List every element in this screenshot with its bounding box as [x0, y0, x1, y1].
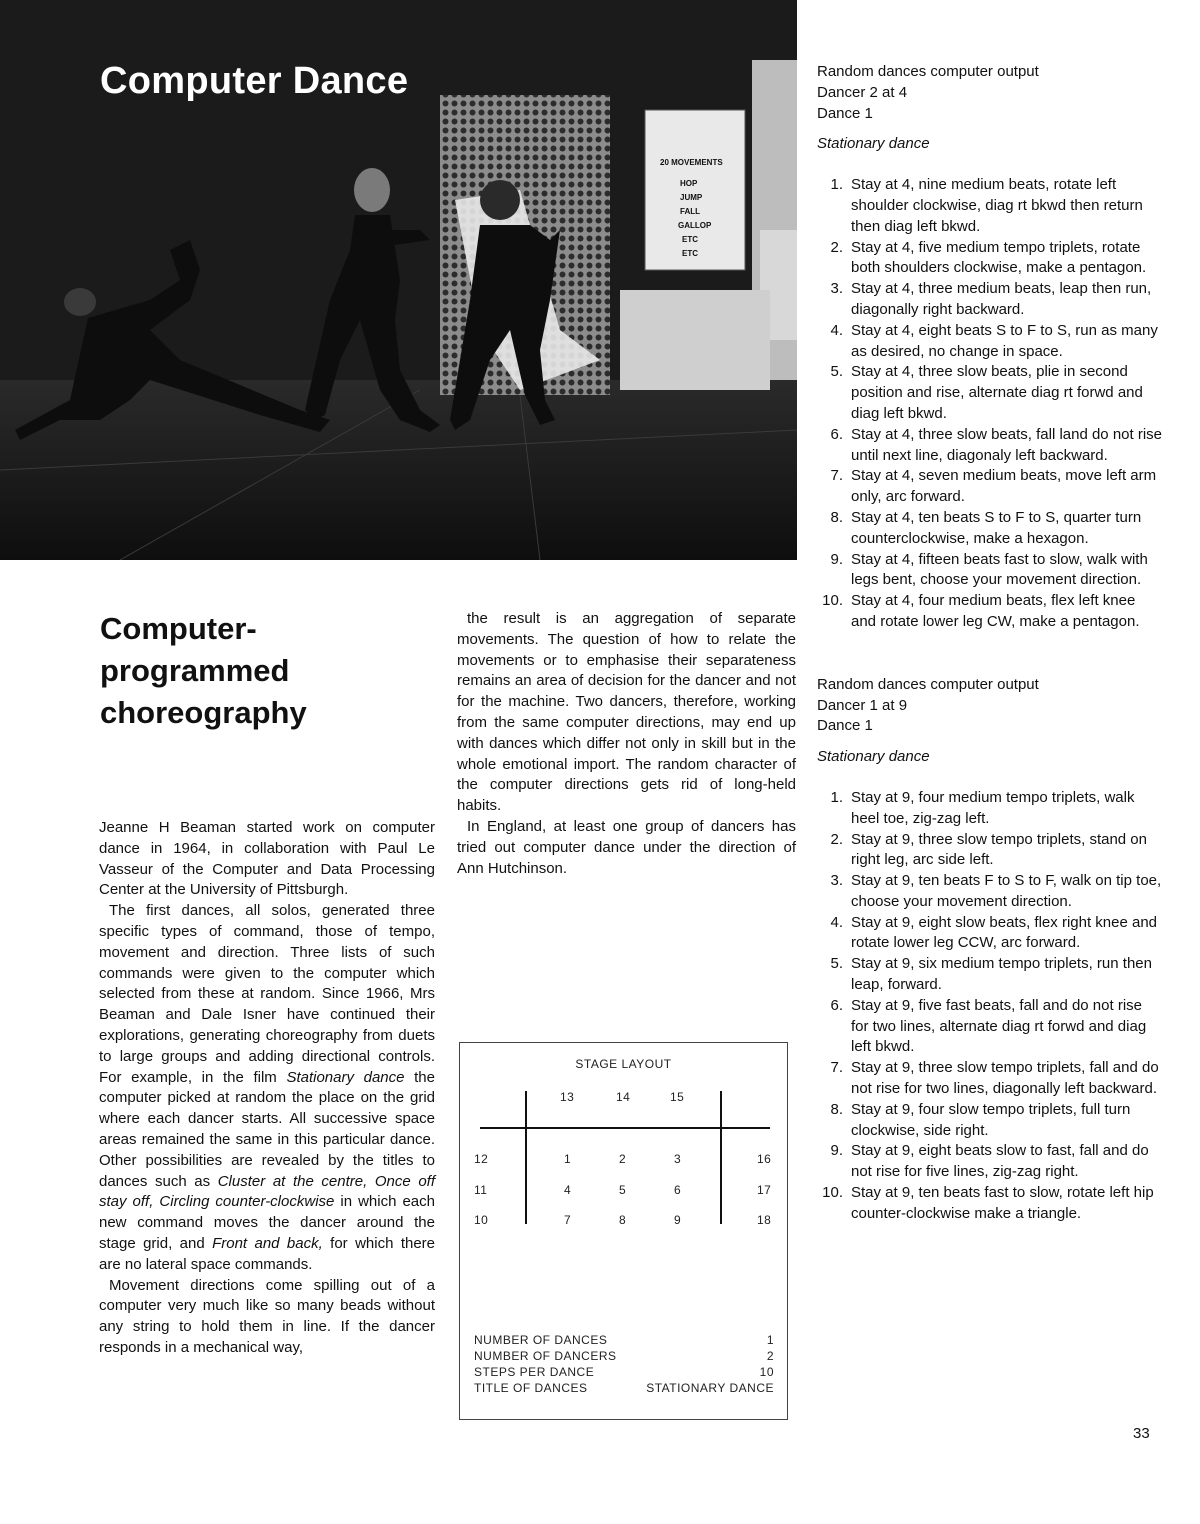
sign-item: ETC — [682, 235, 698, 244]
stage-grid-line — [720, 1091, 722, 1224]
stage-cell: 5 — [619, 1183, 627, 1197]
output-step — [817, 830, 1162, 872]
step-text: Stay at 4, three slow beats, fall land do not rise until next line, diagonaly left backward. — [851, 425, 1163, 464]
sign-item: HOP — [680, 179, 698, 188]
stage-cell: 2 — [619, 1152, 627, 1166]
output-step — [817, 1183, 1162, 1225]
text-run: Movement directions come spilling out of a computer very much like so many beads without any string to hold them in line. If the dancer responds in a mechanical way, — [99, 1276, 435, 1356]
output-subtitle: Stationary dance — [817, 748, 930, 766]
output-step — [817, 321, 1162, 363]
step-number: 10. — [822, 1184, 843, 1202]
step-number: 9. — [830, 550, 843, 568]
summary-label: NUMBER OF DANCES — [474, 1333, 608, 1347]
computer-output-column — [817, 62, 1162, 1225]
stage-cell: 3 — [674, 1152, 682, 1166]
step-text: Stay at 9, eight slow beats, flex right knee and rotate lower leg CCW, arc forward. — [851, 913, 1158, 952]
output-step — [817, 996, 1162, 1058]
output-step — [817, 466, 1162, 508]
step-text: Stay at 9, three slow tempo triplets, fall and do not rise for two lines, diagonally left backward. — [851, 1059, 1159, 1098]
output-dancer: Dancer 1 at 9 — [817, 696, 908, 714]
output-dancer: Dancer 2 at 4 — [817, 83, 908, 101]
text-run: The first dances, all solos, generated three specific types of command, those of tempo, movement and direction. Three lists of such commands were given to the computer which selected from these at random. Since 1966, Mrs Beaman and Dale Isner have continued their explorations, generating choreography from duets to large groups and adding directional controls. For example, in the film — [99, 902, 435, 1086]
stage-summary-row — [474, 1365, 774, 1379]
step-text: Stay at 4, fifteen beats fast to slow, walk with legs bent, choose your movement direction. — [851, 550, 1148, 589]
text-run: Jeanne H Beaman started work on computer dance in 1964, in collaboration with Paul Le Vasseur of the Computer and Data Processing Center at the University of Pittsburgh. — [99, 819, 435, 899]
output-step — [817, 591, 1162, 633]
step-number: 1. — [830, 176, 843, 194]
step-text: Stay at 9, five fast beats, fall and do not rise for two lines, alternate diag rt forwd and diag left bkwd. — [851, 996, 1147, 1056]
text-run: the result is an aggregation of separate movements. The question of how to relate the movements or to emphasise their separateness remains an area of decision for the dancer and not for the machine. Two dancers, therefore, working from the same computer directions, may end up with dances which differ not only in skill but in the whole emotional import. The random character of the computer directions gets rid of long-held habits. — [457, 610, 796, 815]
page-number: 33 — [1133, 1425, 1150, 1442]
output-step — [817, 871, 1162, 913]
body-paragraph — [457, 817, 796, 879]
body-paragraph — [99, 818, 435, 901]
text-run: in which each new command moves the dancer around the stage grid, and — [99, 1193, 435, 1252]
step-number: 5. — [830, 363, 843, 381]
stage-cell: 4 — [564, 1183, 572, 1197]
stage-summary-row — [474, 1333, 774, 1347]
stage-cell: 9 — [674, 1213, 682, 1227]
output-step — [817, 1058, 1162, 1100]
body-paragraph — [99, 1276, 435, 1359]
summary-value: STATIONARY DANCE — [646, 1381, 774, 1395]
step-number: 9. — [830, 1142, 843, 1160]
stage-summary-row — [474, 1349, 774, 1363]
sign-item: FALL — [680, 207, 700, 216]
output-steps — [817, 175, 1162, 633]
summary-value: 1 — [766, 1333, 774, 1347]
stage-cell: 1 — [564, 1152, 572, 1166]
stage-cell: 8 — [619, 1213, 627, 1227]
summary-label: TITLE OF DANCES — [474, 1381, 588, 1395]
step-text: Stay at 9, four medium tempo triplets, walk heel toe, zig-zag left. — [851, 788, 1135, 827]
step-text: Stay at 4, ten beats S to F to S, quarter turn counterclockwise, make a hexagon. — [851, 508, 1142, 547]
step-text: Stay at 9, four slow tempo triplets, full turn clockwise, side right. — [851, 1100, 1131, 1139]
output-steps — [817, 788, 1162, 1225]
output-dance: Dance 1 — [817, 104, 873, 122]
step-text: Stay at 9, ten beats fast to slow, rotate left hip counter-clockwise make a triangle. — [851, 1184, 1154, 1222]
output-subtitle: Stationary dance — [817, 135, 930, 153]
stage-grid-line — [525, 1091, 527, 1224]
output-step — [817, 1100, 1162, 1142]
stage-cell: 7 — [564, 1213, 572, 1227]
step-number: 3. — [830, 280, 843, 298]
output-heading: Random dances computer output — [817, 675, 1039, 693]
text-run: the computer picked at random the place on the grid where each dancer starts. All successive space areas remained the same in this particular dance. Other possibilities are revealed by the titles to dances such as — [99, 1068, 435, 1190]
stage-cell: 14 — [616, 1090, 631, 1104]
step-number: 10. — [822, 592, 843, 610]
stage-cell: 6 — [674, 1183, 682, 1197]
step-number: 6. — [830, 425, 843, 443]
output-step — [817, 913, 1162, 955]
output-block — [817, 675, 1162, 1225]
step-number: 4. — [830, 913, 843, 931]
step-text: Stay at 4, four medium beats, flex left knee and rotate lower leg CW, make a pentagon. — [851, 592, 1140, 630]
step-text: Stay at 9, three slow tempo triplets, stand on right leg, arc side left. — [851, 830, 1147, 869]
output-step — [817, 1141, 1162, 1183]
output-step — [817, 279, 1162, 321]
output-step — [817, 175, 1162, 237]
step-number: 2. — [830, 238, 843, 256]
step-text: Stay at 9, eight beats slow to fast, fall and do not rise for five lines, zig-zag right. — [851, 1142, 1149, 1181]
output-step — [817, 238, 1162, 280]
body-column-left — [99, 818, 435, 1359]
stage-cell: 11 — [474, 1183, 488, 1197]
output-step — [817, 550, 1162, 592]
stage-cell: 13 — [560, 1090, 575, 1104]
summary-label: STEPS PER DANCE — [474, 1365, 595, 1379]
stage-grid-line — [480, 1127, 770, 1129]
step-text: Stay at 4, eight beats S to F to S, run as many as desired, no change in space. — [851, 321, 1158, 360]
step-text: Stay at 4, seven medium beats, move left arm only, arc forward. — [851, 467, 1157, 506]
dance-photo — [0, 0, 797, 560]
output-step — [817, 788, 1162, 830]
step-number: 8. — [830, 1100, 843, 1118]
stage-summary-row — [474, 1381, 774, 1395]
stage-layout-title: STAGE LAYOUT — [575, 1057, 672, 1071]
step-text: Stay at 4, three medium beats, leap then run, diagonally right backward. — [851, 280, 1152, 318]
step-text: Stay at 9, six medium tempo triplets, run then leap, forward. — [851, 955, 1152, 994]
step-number: 5. — [830, 955, 843, 973]
output-dance: Dance 1 — [817, 717, 873, 735]
body-paragraph — [99, 901, 435, 1275]
step-text: Stay at 4, three slow beats, plie in second position and rise, alternate diag rt forwd and diag left bkwd. — [851, 363, 1143, 422]
sign-item: ETC — [682, 249, 698, 258]
summary-value: 2 — [766, 1349, 774, 1363]
article-heading: Computer-programmed choreography — [100, 611, 307, 730]
stage-cell: 10 — [474, 1213, 489, 1227]
body-column-middle — [457, 609, 796, 879]
step-number: 1. — [830, 788, 843, 806]
step-number: 7. — [830, 1059, 843, 1077]
step-number: 2. — [830, 830, 843, 848]
text-run: In England, at least one group of dancers has tried out computer dance under the direction of Ann Hutchinson. — [457, 817, 796, 877]
sign-item: GALLOP — [678, 221, 712, 230]
output-step — [817, 954, 1162, 996]
step-number: 8. — [830, 508, 843, 526]
step-text: Stay at 4, nine medium beats, rotate left shoulder clockwise, diag rt bkwd then return then diag left bkwd. — [851, 176, 1143, 235]
sign-item: JUMP — [680, 193, 703, 202]
stage-layout-diagram — [459, 1042, 788, 1420]
body-paragraph — [457, 609, 796, 817]
italic-title: Stationary dance — [286, 1068, 405, 1086]
output-heading: Random dances computer output — [817, 63, 1039, 80]
stage-cell: 17 — [757, 1183, 772, 1197]
photo-title: Computer Dance — [100, 60, 409, 102]
summary-value: 10 — [759, 1365, 774, 1379]
stage-cell: 15 — [670, 1090, 685, 1104]
sign-heading: 20 MOVEMENTS — [660, 158, 723, 167]
step-number: 6. — [830, 996, 843, 1014]
output-step — [817, 425, 1162, 467]
movements-sign — [645, 110, 745, 270]
step-text: Stay at 9, ten beats F to S to F, walk on tip toe, choose your movement direction. — [851, 872, 1162, 910]
italic-title: Cluster at the centre, Once off stay off, Circling counter-clockwise — [99, 1172, 435, 1211]
step-text: Stay at 4, five medium tempo triplets, rotate both shoulders clockwise, make a pentagon. — [851, 238, 1147, 277]
output-step — [817, 508, 1162, 550]
stage-cell: 12 — [474, 1152, 489, 1166]
output-block — [817, 62, 1162, 633]
summary-label: NUMBER OF DANCERS — [474, 1349, 617, 1363]
stage-cell: 18 — [757, 1213, 772, 1227]
italic-title: Front and back, — [212, 1234, 323, 1252]
step-number: 4. — [830, 321, 843, 339]
text-run: for which there are no lateral space commands. — [99, 1234, 436, 1273]
stage-cell: 16 — [757, 1152, 772, 1166]
step-number: 3. — [830, 872, 843, 890]
output-step — [817, 362, 1162, 424]
step-number: 7. — [830, 467, 843, 485]
